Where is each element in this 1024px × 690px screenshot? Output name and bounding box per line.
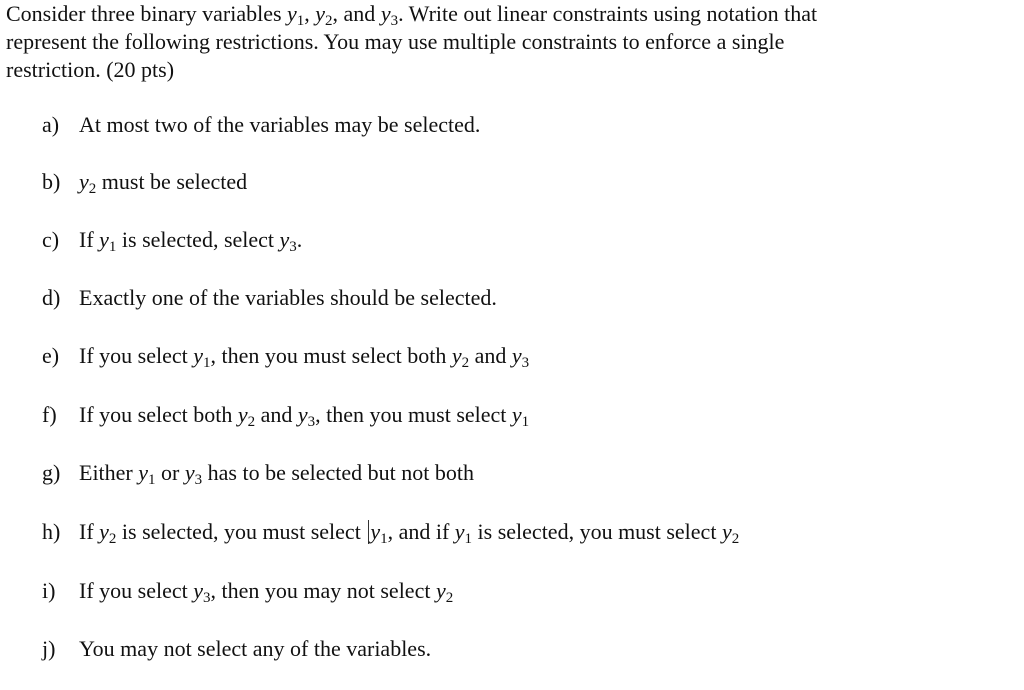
var-y2: $y_2$	[721, 519, 740, 547]
var-y3: $y_3$	[279, 227, 297, 255]
item-letter: a)	[42, 112, 60, 137]
var-y2: $y_2$	[451, 343, 470, 371]
item-d	[42, 283, 497, 313]
var-y2: $y_2$	[315, 1, 333, 29]
var-y3: $y_3$	[380, 1, 399, 29]
var-y1: $y_1$	[511, 402, 530, 430]
item-letter: b)	[42, 169, 61, 194]
item-b: b) $y_2$ must be selected	[42, 169, 248, 197]
var-y2: $y_2$	[435, 578, 454, 606]
item-text: Exactly one of the variables should be selected.	[79, 285, 497, 310]
item-letter: c)	[42, 227, 60, 252]
var-y2: $y_2$	[237, 402, 256, 430]
item-letter: d)	[42, 285, 61, 310]
item-letter: g)	[42, 460, 61, 485]
item-letter: i)	[42, 578, 56, 603]
var-y3: $y_3$	[297, 402, 316, 430]
var-y1: $y_1$	[287, 1, 305, 29]
item-text: At most two of the variables may be selected.	[79, 112, 481, 137]
item-c: c) If $y_1$ is selected, select $y_3$.	[42, 227, 303, 255]
item-j	[42, 634, 431, 664]
intro-line-3: restriction. (20 pts)	[6, 57, 175, 82]
item-h: h) If $y_2$ is selected, you must select $y_1$, and if $y_1$ is selected, you must select $y_2$	[42, 519, 740, 547]
var-y3: $y_3$	[184, 460, 203, 488]
var-y1: $y_1$	[193, 343, 211, 371]
var-y1: $y_1$	[99, 227, 117, 255]
item-g: g) Either $y_1$ or $y_3$ has to be selected but not both	[42, 460, 475, 488]
item-i: i) If you select $y_3$, then you may not select $y_2$	[42, 578, 454, 606]
var-y1: $y_1$	[370, 519, 388, 547]
item-f: f) If you select both $y_2$ and $y_3$, then you must select $y_1$	[42, 402, 530, 430]
var-y3: $y_3$	[193, 578, 211, 606]
var-y1: $y_1$	[138, 460, 156, 488]
item-letter: j)	[42, 636, 56, 661]
intro-line-1: Consider three binary variables $y_1$, $y_2$, and $y_3$. Write out linear constraints using notation that	[6, 1, 818, 29]
item-letter: e)	[42, 343, 60, 368]
intro-line-2: represent the following restrictions. You may use multiple constraints to enforce a single	[6, 29, 785, 54]
item-e: e) If you select $y_1$, then you must select both $y_2$ and $y_3$	[42, 343, 530, 371]
item-a	[42, 110, 480, 140]
var-y2: $y_2$	[79, 169, 97, 197]
var-y3: $y_3$	[511, 343, 530, 371]
var-y2: $y_2$	[99, 519, 117, 547]
item-letter: f)	[42, 402, 57, 427]
item-text: You may not select any of the variables.	[79, 636, 432, 661]
problem-statement	[6, 0, 1006, 84]
var-y1: $y_1$	[454, 519, 473, 547]
item-letter: h)	[42, 519, 61, 544]
